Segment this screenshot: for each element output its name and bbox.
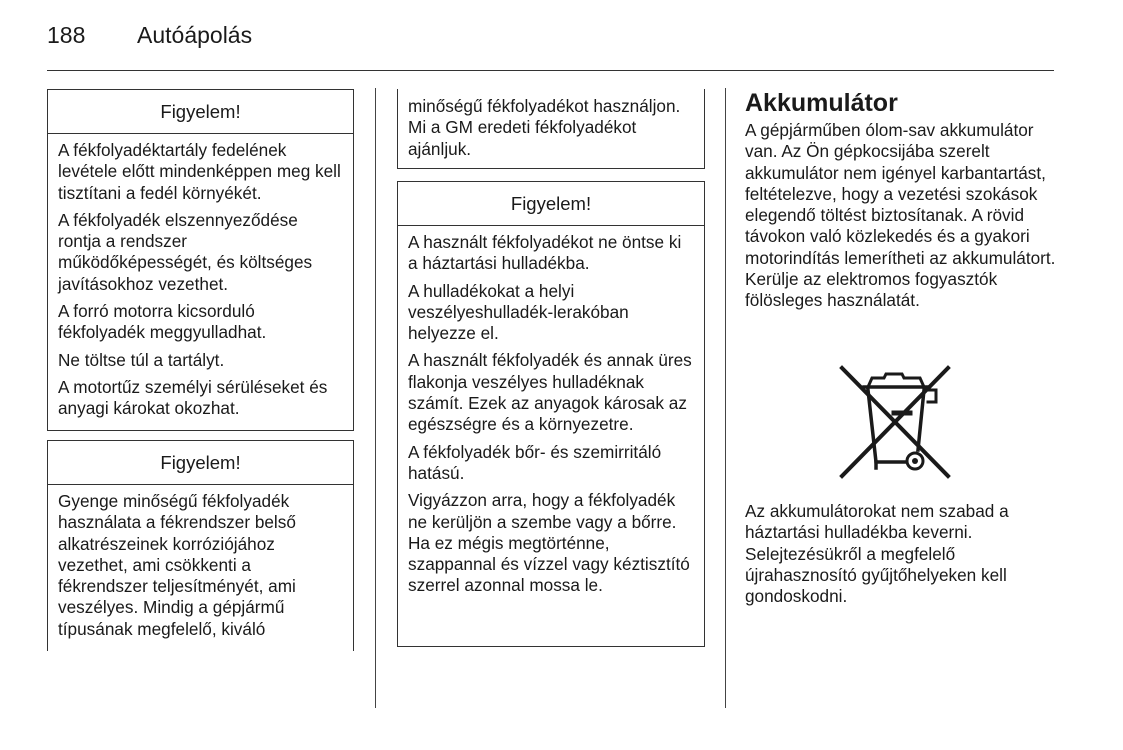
warning-box-fluid-quality-continued	[397, 89, 705, 169]
warning-paragraph: A fékfolyadék bőr- és szemirritáló hatású.	[408, 441, 662, 483]
warning-heading: Figyelem!	[48, 441, 353, 485]
warning-paragraph: A motortűz személyi sérüléseket és anyagi károkat okozhat.	[58, 376, 328, 419]
warning-heading: Figyelem!	[398, 182, 704, 226]
battery-section	[745, 88, 1060, 312]
warning-heading: Figyelem!	[48, 90, 353, 134]
warning-paragraph: A használt fékfolyadék és annak üres flakonja veszélyes hulladéknak számít. Ezek az anyagok károsak az egészségre és a környezetre.	[408, 350, 692, 435]
column-divider-1	[375, 88, 376, 708]
warning-box-disposal	[397, 181, 705, 647]
section-title: Autóápolás	[137, 22, 253, 48]
warning-paragraph: minőségű fékfolyadékot használjon. Mi a GM eredeti fékfolyadékot ajánljuk.	[408, 96, 681, 159]
column-divider-2	[725, 88, 726, 708]
battery-intro-paragraph: A gépjárműben ólom-sav akkumulátor van. Az Ön gépkocsijába szerelt akkumulátor nem igényel karbantartást, feltételezve, hogy a vezetési szokások elegendő töltést biztosítanak. A rövid távokon való közlekedés és a gyakori motorindítás lemerítheti az akkumulátort. Kerülje az elektromos fogyasztók fölösleges használatát.	[745, 120, 1056, 311]
header-rule	[47, 70, 1054, 71]
warning-paragraph: Vigyázzon arra, hogy a fékfolyadék ne kerüljön a szembe vagy a bőrre. Ha ez mégis megtörténne, szappannal és vízzel vagy kéztisztító szerrel azonnal mossa le.	[408, 490, 690, 596]
warning-paragraph: Ne töltse túl a tartályt.	[58, 349, 225, 370]
warning-paragraph: A fékfolyadéktartály fedelének levétele előtt mindenképpen meg kell tisztítani a fedél környékét.	[58, 140, 341, 203]
warning-box-brake-reservoir	[47, 89, 354, 431]
warning-paragraph: Gyenge minőségű fékfolyadék használata a fékrendszer belső alkatrészeinek korróziójához vezethet, ami csökkenti a fékrendszer teljesítményét, ami veszélyes. Mindig a gépjármű típusának megfelelő, kiváló	[58, 491, 296, 639]
page-number: 188	[47, 22, 86, 48]
warning-paragraph: A használt fékfolyadékot ne öntse ki a háztartási hulladékba.	[408, 232, 682, 274]
battery-disposal-block	[745, 501, 1060, 613]
warning-paragraph: A fékfolyadék elszennyeződése rontja a rendszer működőképességét, és költséges javításokhoz vezethet.	[58, 209, 313, 294]
crossed-out-wheelie-bin-icon	[832, 362, 958, 482]
warning-box-fluid-quality	[47, 440, 354, 651]
warning-paragraph: A hulladékokat a helyi veszélyeshulladék-lerakóban helyezze el.	[408, 280, 629, 344]
battery-disposal-paragraph: Az akkumulátorokat nem szabad a háztartási hulladékba keverni. Selejtezésükről a megfelelő újrahasznosító gyűjtőhelyeken kell gondoskodni.	[745, 501, 1009, 607]
warning-paragraph: A forró motorra kicsorduló fékfolyadék meggyulladhat.	[58, 301, 267, 343]
section-heading: Akkumulátor	[745, 89, 898, 117]
